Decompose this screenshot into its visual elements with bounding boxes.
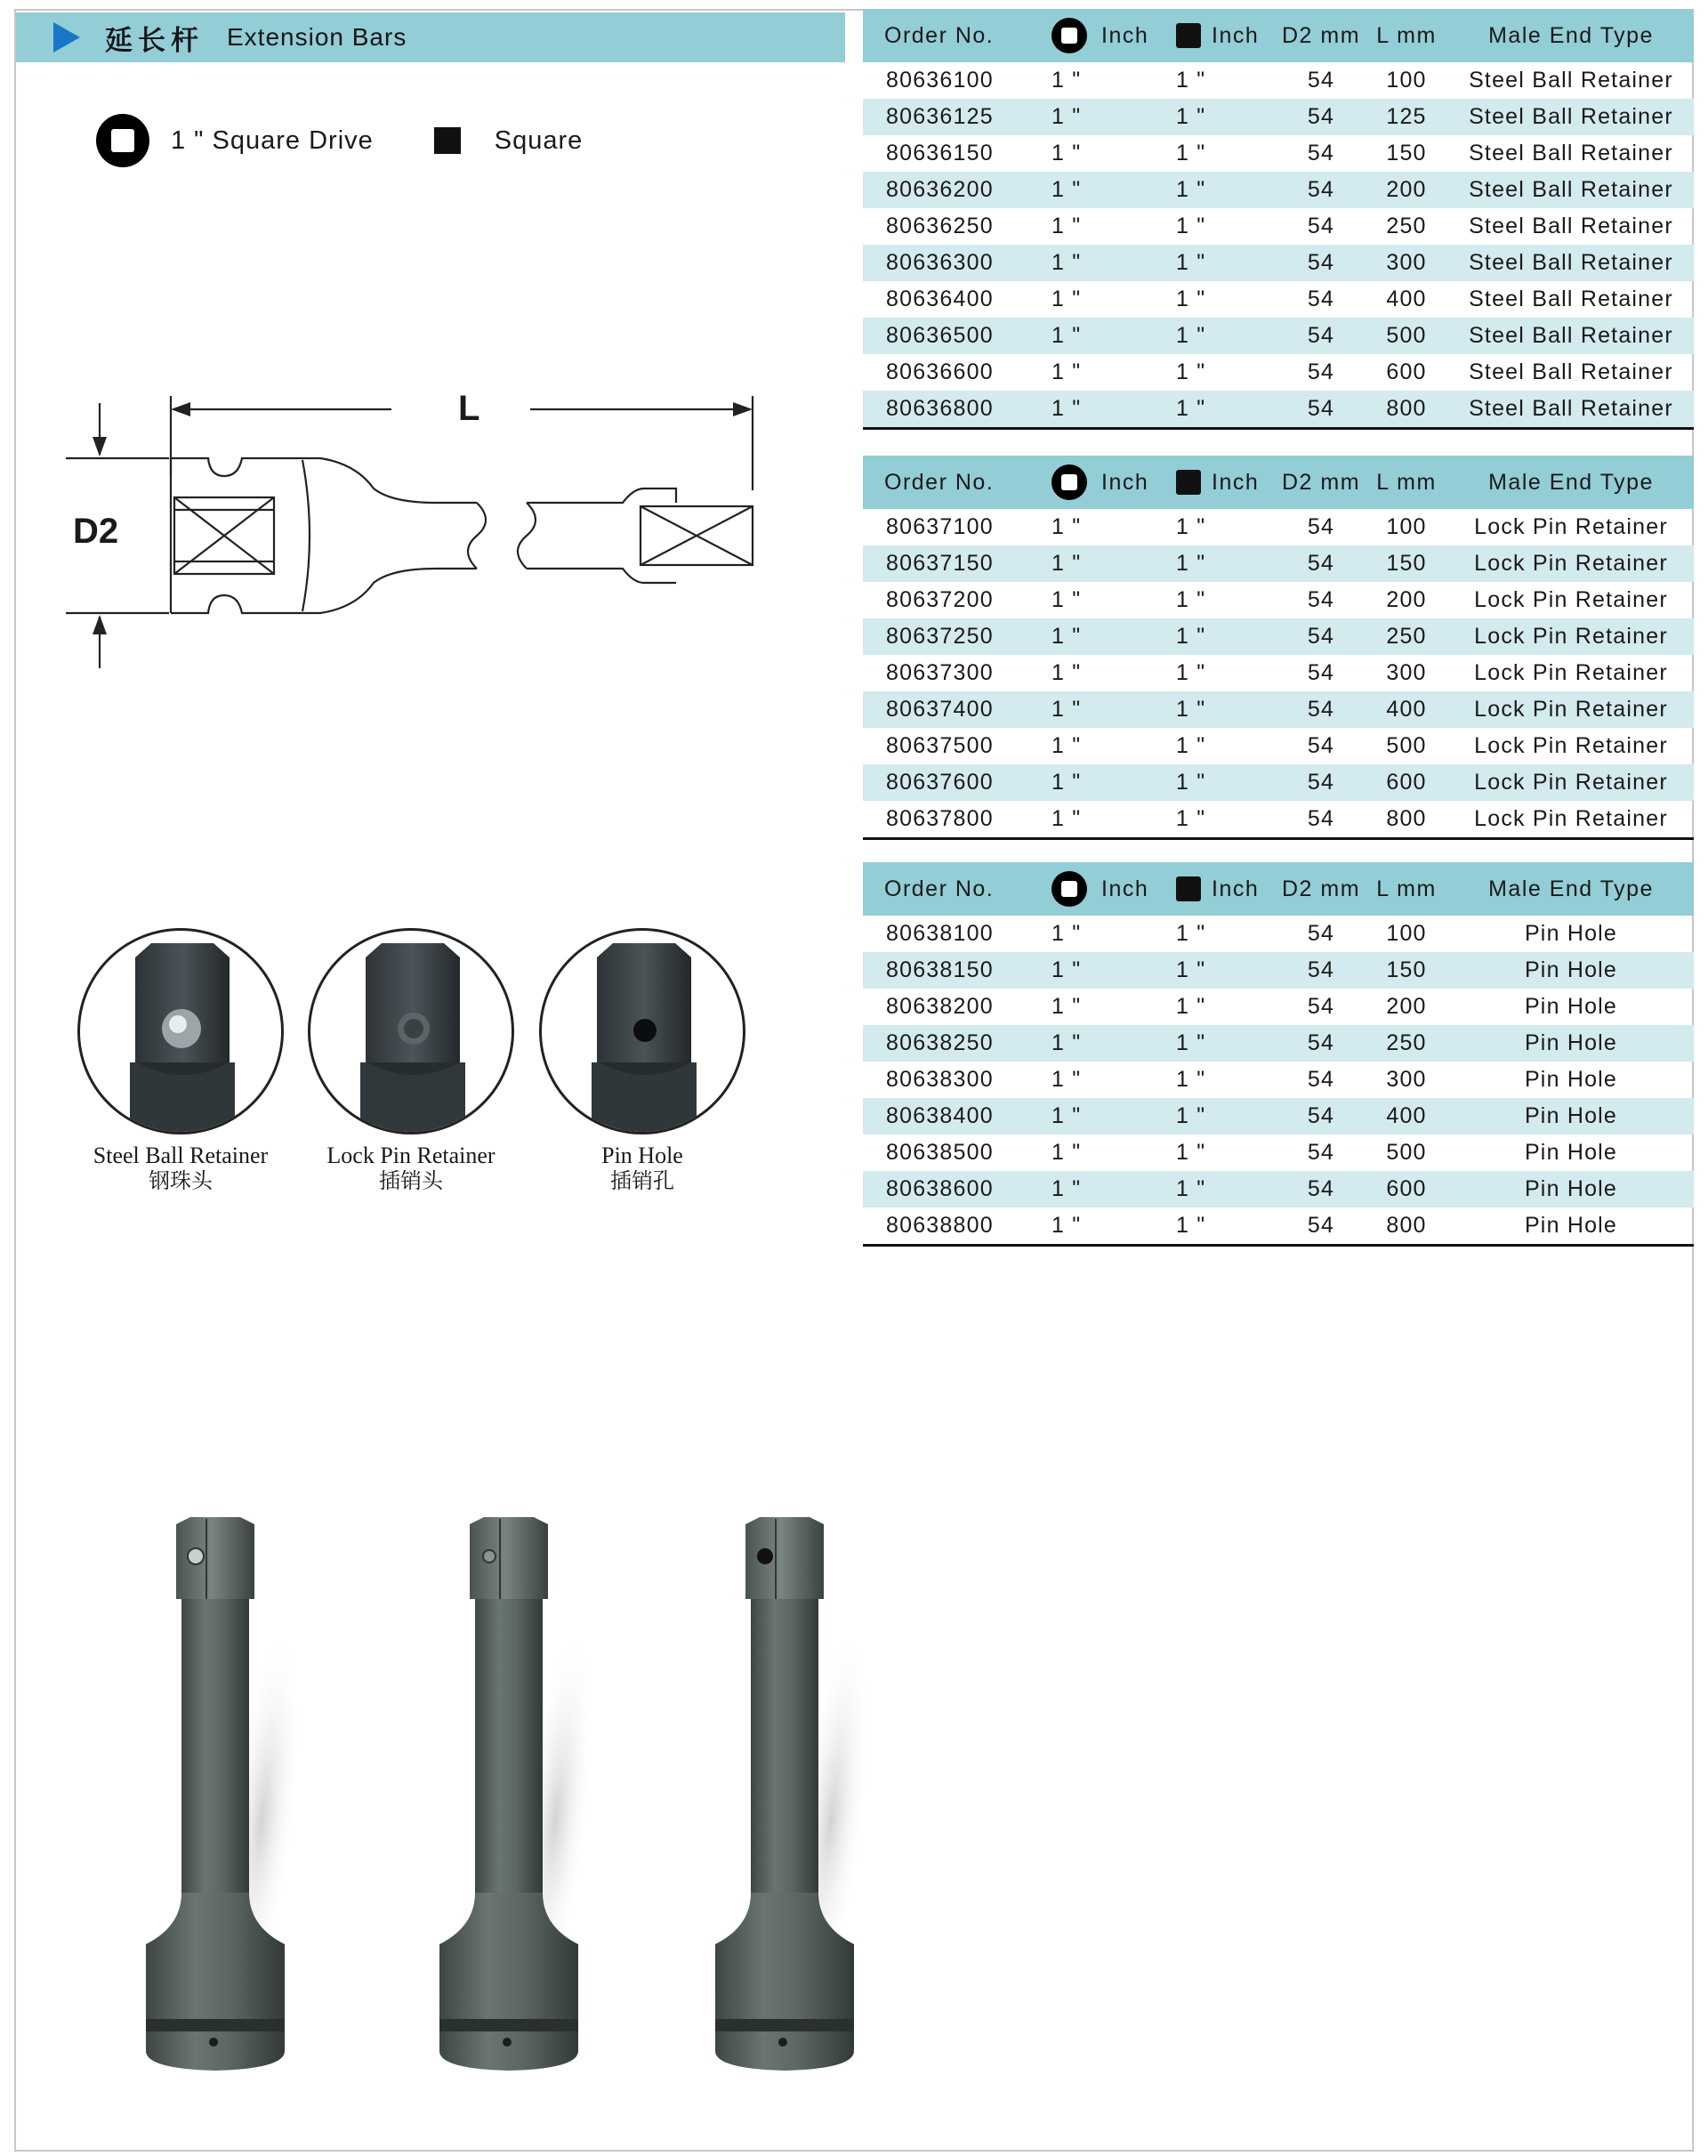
cell-inch-square: 1 ": [1176, 177, 1206, 202]
cell-order-no: 80636125: [886, 104, 994, 129]
cell-length-mm: 250: [1386, 624, 1427, 649]
cell-inch-round: 1 ": [1051, 250, 1082, 275]
cell-d2-mm: 54: [1307, 287, 1335, 311]
col-inch-round: Inch: [1101, 22, 1149, 48]
cell-d2-mm: 54: [1307, 697, 1335, 722]
table-row: [863, 1207, 1694, 1244]
col-inch-round: Inch: [1101, 469, 1149, 495]
cell-inch-square: 1 ": [1176, 250, 1206, 275]
cell-inch-round: 1 ": [1051, 1176, 1082, 1201]
cell-length-mm: 800: [1386, 1213, 1427, 1238]
cell-inch-round: 1 ": [1051, 1213, 1082, 1238]
cell-d2-mm: 54: [1307, 396, 1335, 421]
table-row: [863, 1098, 1694, 1135]
table-row: [863, 655, 1694, 691]
cell-length-mm: 600: [1386, 359, 1427, 384]
cell-male-end-type: Steel Ball Retainer: [1469, 104, 1673, 129]
cell-male-end-type: Pin Hole: [1524, 921, 1618, 946]
cell-inch-round: 1 ": [1051, 68, 1082, 93]
cell-order-no: 80638500: [886, 1140, 994, 1165]
section-header: [16, 12, 845, 62]
table-pin-hole: [863, 862, 1694, 1247]
section-title-cn: 延长杆: [105, 24, 204, 57]
col-length: L mm: [1376, 876, 1437, 901]
cell-length-mm: 100: [1386, 921, 1427, 946]
cell-inch-round: 1 ": [1051, 104, 1082, 129]
round-square-drive-icon: [96, 114, 149, 167]
cell-order-no: 80638250: [886, 1030, 994, 1055]
table-row: [863, 1171, 1694, 1207]
table-lock-pin: [863, 456, 1694, 840]
cell-male-end-type: Pin Hole: [1524, 1103, 1618, 1128]
col-male-end-type: Male End Type: [1488, 22, 1654, 48]
table-row: [863, 172, 1694, 208]
cell-length-mm: 800: [1386, 396, 1427, 421]
cell-inch-round: 1 ": [1051, 587, 1082, 612]
pin-hole-closeup: [539, 928, 745, 1135]
cell-male-end-type: Lock Pin Retainer: [1474, 733, 1668, 758]
table-row: [863, 728, 1694, 764]
table-header: [863, 9, 1694, 62]
cell-d2-mm: 54: [1307, 587, 1335, 612]
cell-male-end-type: Steel Ball Retainer: [1469, 323, 1673, 348]
cell-inch-square: 1 ": [1176, 806, 1206, 831]
cell-inch-round: 1 ": [1051, 921, 1082, 946]
cell-d2-mm: 54: [1307, 177, 1335, 202]
cell-male-end-type: Steel Ball Retainer: [1469, 68, 1673, 93]
cell-d2-mm: 54: [1307, 994, 1335, 1019]
cell-male-end-type: Steel Ball Retainer: [1469, 287, 1673, 311]
cell-order-no: 80637400: [886, 697, 994, 722]
cell-order-no: 80636400: [886, 287, 994, 311]
cell-inch-round: 1 ": [1051, 660, 1082, 685]
table-row: [863, 62, 1694, 99]
col-inch-square: Inch: [1212, 22, 1260, 48]
cell-male-end-type: Pin Hole: [1524, 957, 1618, 982]
cell-d2-mm: 54: [1307, 1140, 1335, 1165]
cell-order-no: 80637500: [886, 733, 994, 758]
cell-d2-mm: 54: [1307, 551, 1335, 576]
cell-male-end-type: Pin Hole: [1524, 994, 1618, 1019]
cell-d2-mm: 54: [1307, 733, 1335, 758]
cell-male-end-type: Lock Pin Retainer: [1474, 624, 1668, 649]
cell-order-no: 80636300: [886, 250, 994, 275]
dimension-diagram: [53, 378, 765, 681]
steel-ball-closeup: [77, 928, 284, 1135]
table-header: [863, 862, 1694, 916]
cell-inch-square: 1 ": [1176, 551, 1206, 576]
cell-inch-round: 1 ": [1051, 1030, 1082, 1055]
table-row: [863, 1135, 1694, 1171]
cell-order-no: 80637100: [886, 514, 994, 539]
table-row: [863, 801, 1694, 837]
cell-order-no: 80637600: [886, 770, 994, 795]
cell-length-mm: 300: [1386, 660, 1427, 685]
cell-male-end-type: Lock Pin Retainer: [1474, 587, 1668, 612]
detail-lock-pin: [306, 928, 516, 1193]
detail-label-en: Lock Pin Retainer: [326, 1143, 495, 1168]
cell-male-end-type: Pin Hole: [1524, 1213, 1618, 1238]
cell-length-mm: 200: [1386, 587, 1427, 612]
table-row: [863, 582, 1694, 618]
table-row: [863, 989, 1694, 1025]
cell-inch-round: 1 ": [1051, 806, 1082, 831]
cell-inch-square: 1 ": [1176, 287, 1206, 311]
cell-inch-round: 1 ": [1051, 323, 1082, 348]
cell-order-no: 80636250: [886, 214, 994, 238]
cell-male-end-type: Steel Ball Retainer: [1469, 396, 1673, 421]
cell-inch-square: 1 ": [1176, 1213, 1206, 1238]
cell-male-end-type: Lock Pin Retainer: [1474, 514, 1668, 539]
cell-inch-round: 1 ": [1051, 733, 1082, 758]
col-d2: D2 mm: [1281, 469, 1361, 495]
cell-inch-square: 1 ": [1176, 1176, 1206, 1201]
square-drive-icon: [1176, 23, 1201, 48]
cell-male-end-type: Pin Hole: [1524, 1176, 1618, 1201]
cell-male-end-type: Steel Ball Retainer: [1469, 141, 1673, 166]
cell-d2-mm: 54: [1307, 1067, 1335, 1092]
cell-order-no: 80638600: [886, 1176, 994, 1201]
cell-length-mm: 200: [1386, 177, 1427, 202]
square-drive-icon: [1176, 876, 1201, 901]
length-label: L: [458, 389, 480, 428]
col-order-no: Order No.: [884, 22, 995, 48]
cell-inch-round: 1 ": [1051, 697, 1082, 722]
legend-round-label: 1 " Square Drive: [171, 125, 374, 155]
cell-inch-square: 1 ": [1176, 587, 1206, 612]
section-title-en: Extension Bars: [227, 23, 407, 51]
square-drive-icon: [1176, 470, 1201, 495]
cell-inch-square: 1 ": [1176, 697, 1206, 722]
cell-order-no: 80638800: [886, 1213, 994, 1238]
cell-d2-mm: 54: [1307, 1030, 1335, 1055]
col-inch-round: Inch: [1101, 876, 1149, 901]
col-inch-square: Inch: [1212, 876, 1260, 901]
col-order-no: Order No.: [884, 876, 995, 901]
cell-length-mm: 800: [1386, 806, 1427, 831]
cell-inch-round: 1 ": [1051, 770, 1082, 795]
cell-inch-square: 1 ": [1176, 624, 1206, 649]
cell-inch-square: 1 ": [1176, 994, 1206, 1019]
cell-length-mm: 150: [1386, 957, 1427, 982]
cell-length-mm: 100: [1386, 68, 1427, 93]
detail-label-cn: 插销孔: [610, 1168, 674, 1193]
table-row: [863, 135, 1694, 172]
table-row: [863, 691, 1694, 728]
cell-d2-mm: 54: [1307, 1213, 1335, 1238]
cell-order-no: 80638150: [886, 957, 994, 982]
cell-d2-mm: 54: [1307, 806, 1335, 831]
cell-male-end-type: Steel Ball Retainer: [1469, 214, 1673, 238]
cell-length-mm: 400: [1386, 1103, 1427, 1128]
table-row: [863, 208, 1694, 245]
cell-inch-round: 1 ": [1051, 994, 1082, 1019]
table-steel-ball: [863, 9, 1694, 430]
table-end-rule: [863, 427, 1694, 430]
cell-length-mm: 400: [1386, 697, 1427, 722]
cell-inch-round: 1 ": [1051, 624, 1082, 649]
cell-inch-square: 1 ": [1176, 104, 1206, 129]
col-male-end-type: Male End Type: [1488, 876, 1654, 901]
play-arrow-icon: [53, 22, 80, 52]
cell-order-no: 80636800: [886, 396, 994, 421]
cell-length-mm: 150: [1386, 551, 1427, 576]
cell-inch-round: 1 ": [1051, 514, 1082, 539]
cell-d2-mm: 54: [1307, 1176, 1335, 1201]
cell-inch-square: 1 ": [1176, 1067, 1206, 1092]
cell-d2-mm: 54: [1307, 514, 1335, 539]
cell-length-mm: 500: [1386, 1140, 1427, 1165]
cell-order-no: 80638400: [886, 1103, 994, 1128]
cell-d2-mm: 54: [1307, 141, 1335, 166]
table-row: [863, 916, 1694, 952]
cell-d2-mm: 54: [1307, 624, 1335, 649]
cell-inch-square: 1 ": [1176, 660, 1206, 685]
table-row: [863, 1025, 1694, 1062]
cell-order-no: 80638100: [886, 921, 994, 946]
cell-inch-round: 1 ": [1051, 177, 1082, 202]
cell-male-end-type: Steel Ball Retainer: [1469, 250, 1673, 275]
col-male-end-type: Male End Type: [1488, 469, 1654, 495]
col-length: L mm: [1376, 22, 1437, 48]
cell-d2-mm: 54: [1307, 250, 1335, 275]
cell-inch-round: 1 ": [1051, 551, 1082, 576]
cell-male-end-type: Lock Pin Retainer: [1474, 697, 1668, 722]
detail-pin-hole: [537, 928, 747, 1193]
col-order-no: Order No.: [884, 469, 995, 495]
cell-inch-round: 1 ": [1051, 1140, 1082, 1165]
cell-order-no: 80636500: [886, 323, 994, 348]
cell-order-no: 80637800: [886, 806, 994, 831]
cell-inch-round: 1 ": [1051, 1103, 1082, 1128]
cell-inch-square: 1 ": [1176, 214, 1206, 238]
cell-order-no: 80636100: [886, 68, 994, 93]
col-length: L mm: [1376, 469, 1437, 495]
drive-legend: [96, 114, 583, 167]
detail-label-en: Pin Hole: [601, 1143, 683, 1168]
cell-d2-mm: 54: [1307, 921, 1335, 946]
cell-inch-round: 1 ": [1051, 287, 1082, 311]
cell-inch-square: 1 ": [1176, 957, 1206, 982]
cell-length-mm: 125: [1386, 104, 1427, 129]
cell-d2-mm: 54: [1307, 660, 1335, 685]
table-end-rule: [863, 1244, 1694, 1247]
cell-order-no: 80637200: [886, 587, 994, 612]
cell-order-no: 80636200: [886, 177, 994, 202]
square-drive-icon: [434, 127, 461, 154]
cell-d2-mm: 54: [1307, 323, 1335, 348]
cell-male-end-type: Lock Pin Retainer: [1474, 770, 1668, 795]
diameter-label: D2: [73, 512, 119, 551]
cell-inch-square: 1 ": [1176, 733, 1206, 758]
cell-male-end-type: Pin Hole: [1524, 1140, 1618, 1165]
cell-inch-square: 1 ": [1176, 770, 1206, 795]
table-row: [863, 1062, 1694, 1098]
col-inch-square: Inch: [1212, 469, 1260, 495]
cell-length-mm: 500: [1386, 733, 1427, 758]
cell-length-mm: 150: [1386, 141, 1427, 166]
cell-length-mm: 300: [1386, 250, 1427, 275]
cell-male-end-type: Pin Hole: [1524, 1030, 1618, 1055]
bar-steel-ball: [146, 1517, 316, 2071]
cell-length-mm: 400: [1386, 287, 1427, 311]
cell-d2-mm: 54: [1307, 1103, 1335, 1128]
cell-order-no: 80636600: [886, 359, 994, 384]
table-row: [863, 318, 1694, 354]
cell-inch-round: 1 ": [1051, 214, 1082, 238]
extension-bar-drawing: [53, 378, 765, 681]
cell-inch-round: 1 ": [1051, 957, 1082, 982]
cell-order-no: 80638300: [886, 1067, 994, 1092]
cell-inch-square: 1 ": [1176, 1140, 1206, 1165]
cell-inch-round: 1 ": [1051, 1067, 1082, 1092]
cell-inch-square: 1 ": [1176, 921, 1206, 946]
cell-inch-square: 1 ": [1176, 396, 1206, 421]
table-row: [863, 99, 1694, 135]
detail-label-cn: 插销头: [379, 1168, 443, 1193]
bar-lock-pin: [439, 1517, 609, 2071]
col-d2: D2 mm: [1281, 876, 1361, 901]
round-square-drive-icon: [1051, 18, 1087, 53]
cell-length-mm: 500: [1386, 323, 1427, 348]
cell-length-mm: 250: [1386, 214, 1427, 238]
lock-pin-closeup: [308, 928, 514, 1135]
cell-d2-mm: 54: [1307, 68, 1335, 93]
cell-male-end-type: Lock Pin Retainer: [1474, 660, 1668, 685]
table-header: [863, 456, 1694, 509]
cell-male-end-type: Steel Ball Retainer: [1469, 359, 1673, 384]
detail-label-en: Steel Ball Retainer: [93, 1143, 269, 1168]
cell-inch-round: 1 ": [1051, 396, 1082, 421]
table-row: [863, 354, 1694, 391]
round-square-drive-icon: [1051, 871, 1087, 907]
cell-inch-round: 1 ": [1051, 141, 1082, 166]
cell-male-end-type: Pin Hole: [1524, 1067, 1618, 1092]
cell-d2-mm: 54: [1307, 957, 1335, 982]
table-row: [863, 764, 1694, 801]
table-row: [863, 245, 1694, 281]
cell-d2-mm: 54: [1307, 104, 1335, 129]
cell-inch-square: 1 ": [1176, 141, 1206, 166]
legend-square-label: Square: [494, 125, 584, 155]
table-row: [863, 545, 1694, 582]
cell-inch-square: 1 ": [1176, 68, 1206, 93]
cell-length-mm: 200: [1386, 994, 1427, 1019]
cell-male-end-type: Lock Pin Retainer: [1474, 551, 1668, 576]
cell-d2-mm: 54: [1307, 770, 1335, 795]
cell-order-no: 80637300: [886, 660, 994, 685]
cell-inch-square: 1 ": [1176, 359, 1206, 384]
cell-length-mm: 300: [1386, 1067, 1427, 1092]
table-row: [863, 952, 1694, 989]
detail-steel-ball: [76, 928, 286, 1193]
cell-male-end-type: Lock Pin Retainer: [1474, 806, 1668, 831]
table-row: [863, 281, 1694, 318]
cell-length-mm: 250: [1386, 1030, 1427, 1055]
table-row: [863, 509, 1694, 545]
cell-inch-square: 1 ": [1176, 514, 1206, 539]
cell-d2-mm: 54: [1307, 359, 1335, 384]
table-end-rule: [863, 837, 1694, 840]
cell-inch-square: 1 ": [1176, 1030, 1206, 1055]
cell-inch-square: 1 ": [1176, 323, 1206, 348]
cell-inch-square: 1 ": [1176, 1103, 1206, 1128]
cell-order-no: 80637250: [886, 624, 994, 649]
round-square-drive-icon: [1051, 464, 1087, 500]
cell-order-no: 80637150: [886, 551, 994, 576]
bar-pin-hole: [715, 1517, 885, 2071]
cell-order-no: 80638200: [886, 994, 994, 1019]
cell-length-mm: 100: [1386, 514, 1427, 539]
col-d2: D2 mm: [1281, 22, 1361, 48]
cell-order-no: 80636150: [886, 141, 994, 166]
cell-inch-round: 1 ": [1051, 359, 1082, 384]
table-row: [863, 618, 1694, 655]
cell-d2-mm: 54: [1307, 214, 1335, 238]
cell-length-mm: 600: [1386, 1176, 1427, 1201]
detail-label-cn: 钢珠头: [149, 1168, 213, 1193]
cell-length-mm: 600: [1386, 770, 1427, 795]
cell-male-end-type: Steel Ball Retainer: [1469, 177, 1673, 202]
product-photos: [125, 1517, 979, 2095]
table-row: [863, 391, 1694, 427]
